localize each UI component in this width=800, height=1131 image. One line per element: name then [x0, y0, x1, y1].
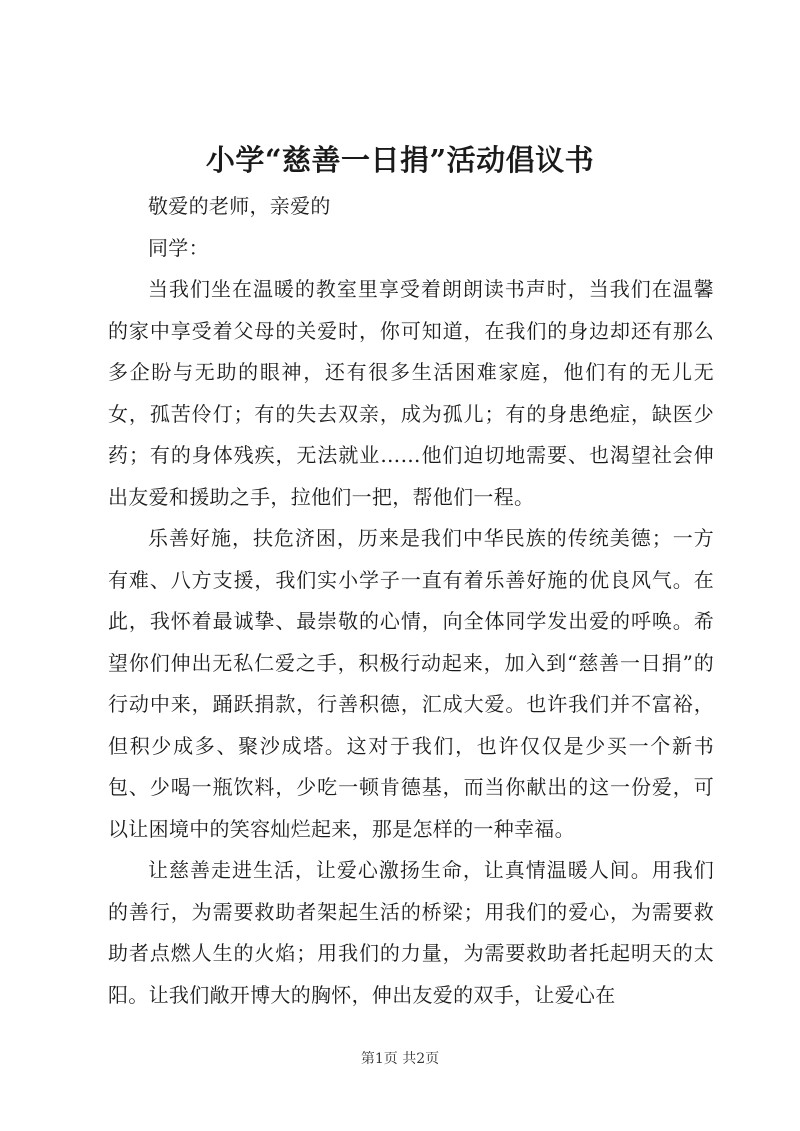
document-title: 小学“慈善一日捐”活动倡议书: [205, 143, 595, 177]
page-footer: [0, 1049, 800, 1069]
document-body: [108, 186, 714, 1016]
paragraph-3: 让慈善走进生活，让爱心激扬生命，让真情温暖人间。用我们的善行，为需要救助者架起生活的桥梁；用我们的爱心，为需要救助者点燃人生的火焰；用我们的力量，为需要救助者托起明天的太阳。让我们敞开博大的胸怀，伸出友爱的双手，让爱心在: [108, 858, 714, 1007]
salutation-line-1: 敬爱的老师，亲爱的: [148, 194, 331, 218]
paragraph-2: 乐善好施，扶危济困，历来是我们中华民族的传统美德；一方有难、八方支援，我们实小学子一直有着乐善好施的优良风气。在此，我怀着最诚挚、最崇敬的心情，向全体同学发出爱的呼唤。希望你们伸出无私仁爱之手，积极行动起来，加入到“慈善一日捐”的行动中来，踊跃捐款，行善积德，汇成大爱。也许我们并不富裕，但积少成多、聚沙成塔。这对于我们，也许仅仅是少买一个新书包、少喝一瓶饮料，少吃一顿肯德基，而当你献出的这一份爱，可以让困境中的笑容灿烂起来，那是怎样的一种幸福。: [108, 526, 714, 841]
paragraph-1: 当我们坐在温暖的教室里享受着朗朗读书声时，当我们在温馨的家中享受着父母的关爱时，你可知道，在我们的身边却还有那么多企盼与无助的眼神，还有很多生活困难家庭，他们有的无儿无女，孤苦伶仃；有的失去双亲，成为孤儿；有的身患绝症，缺医少药；有的身体残疾，无法就业……他们迫切地需要、也渴望社会伸出友爱和援助之手，拉他们一把，帮他们一程。: [108, 277, 714, 509]
page-number: 第1页 共2页: [360, 1051, 440, 1067]
salutation-line-2: 同学：: [148, 235, 209, 260]
